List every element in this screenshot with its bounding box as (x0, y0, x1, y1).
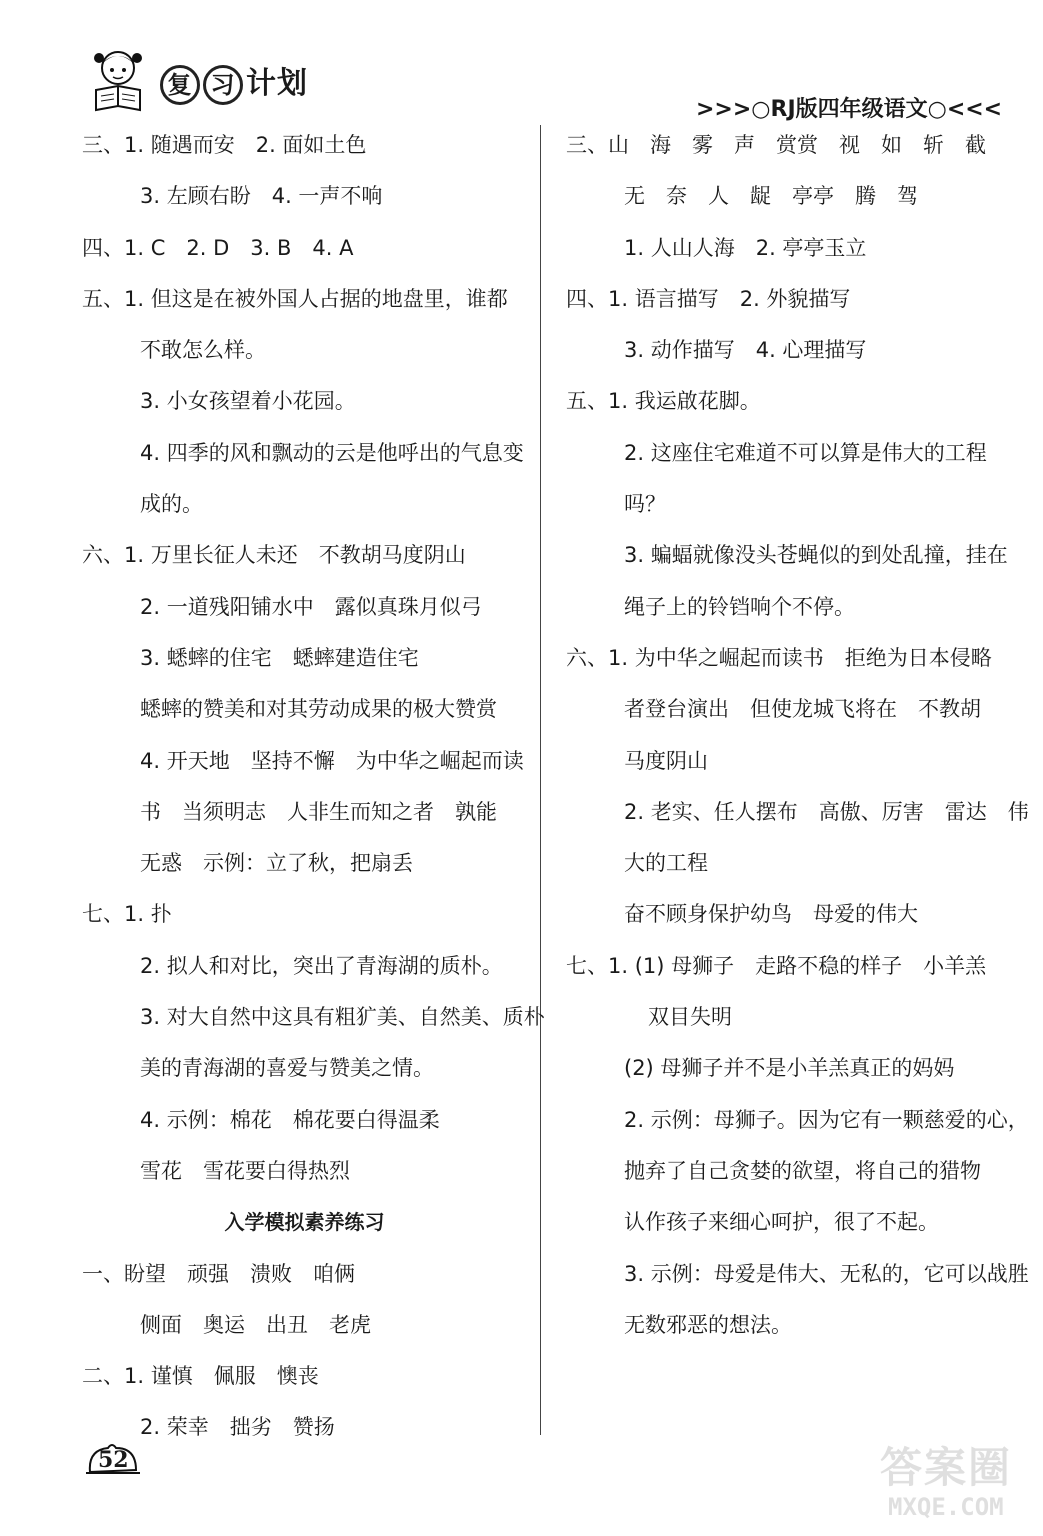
answer-line: 4. 四季的风和飘动的云是他呼出的气息变 (140, 440, 524, 465)
page-header (0, 0, 1043, 120)
answer-line: 六、1. 为中华之崛起而读书 拒绝为日本侵略 (566, 645, 992, 670)
watermark-url: MXQE.COM (888, 1493, 1004, 1521)
title-char-1: 复 (160, 65, 200, 105)
answer-line: 2. 拟人和对比，突出了青海湖的质朴。 (140, 953, 503, 978)
answer-line: 无惑 示例：立了秋，把扇丢 (140, 851, 413, 876)
answer-line: 2. 示例：母狮子。因为它有一颗慈爱的心， (624, 1107, 1029, 1132)
page-number-badge (86, 1440, 140, 1478)
answer-line: 马度阴山 (624, 748, 708, 773)
answer-line: 四、1. 语言描写 2. 外貌描写 (566, 286, 851, 311)
answer-line: 3. 蝙蝠就像没头苍蝇似的到处乱撞，挂在 (624, 543, 1008, 568)
answer-line: 吗？ (624, 492, 666, 517)
answer-line: 2. 荣幸 拙劣 赞扬 (140, 1415, 335, 1440)
answer-line: 3. 蟋蟀的住宅 蟋蟀建造住宅 (140, 645, 419, 670)
answer-line: 不敢怎么样。 (140, 338, 266, 363)
answer-line: 美的青海湖的喜爱与赞美之情。 (140, 1056, 434, 1081)
answer-line: 3. 对大自然中这具有粗犷美、自然美、质朴 (140, 1005, 545, 1030)
answer-line: (2) 母狮子并不是小羊羔真正的妈妈 (624, 1056, 955, 1081)
answer-line: 奋不顾身保护幼鸟 母爱的伟大 (624, 902, 918, 927)
answer-line: 2. 老实、任人摆布 高傲、厉害 雷达 伟 (624, 799, 1029, 824)
page-number: 52 (98, 1447, 129, 1473)
answer-line: 入学模拟素养练习 (224, 1210, 385, 1235)
answer-line: 3. 左顾右盼 4. 一声不响 (140, 184, 383, 209)
title-char-2: 习 (203, 65, 243, 105)
reading-kid-icon (88, 46, 148, 112)
answer-line: 一、盼望 顽强 溃败 咱俩 (82, 1261, 355, 1286)
answer-line: 1. 人山人海 2. 亭亭玉立 (624, 235, 867, 260)
answer-line: 绳子上的铃铛响个不停。 (624, 594, 855, 619)
title-rest: 计划 (246, 66, 308, 101)
answer-line: 2. 一道残阳铺水中 露似真珠月似弓 (140, 594, 482, 619)
book-series-title (160, 58, 308, 105)
right-answer-column (566, 120, 1029, 1351)
column-divider (540, 125, 541, 1435)
answer-line: 蟋蟀的赞美和对其劳动成果的极大赞赏 (140, 697, 497, 722)
answer-line: 2. 这座住宅难道不可以算是伟大的工程 (624, 440, 987, 465)
answer-line: 认作孩子来细心呵护，很了不起。 (624, 1210, 939, 1235)
answer-line: 3. 动作描写 4. 心理描写 (624, 338, 867, 363)
answer-line: 四、1. C 2. D 3. B 4. A (82, 235, 354, 260)
answer-line: 三、山 海 雾 声 赏赏 视 如 斩 截 (566, 133, 986, 157)
subject-label: >>>○RJ版四年级语文○<<< (696, 97, 1003, 122)
answer-line: 侧面 奥运 出丑 老虎 (140, 1312, 371, 1337)
answer-line: 六、1. 万里长征人未还 不教胡马度阴山 (82, 543, 466, 568)
answer-line: 3. 小女孩望着小花园。 (140, 389, 356, 414)
left-answer-column (82, 120, 545, 1454)
answer-line: 雪花 雪花要白得热烈 (140, 1158, 350, 1183)
answer-line: 抛弃了自己贪婪的欲望，将自己的猎物 (624, 1158, 981, 1183)
answer-line: 七、1. (1) 母狮子 走路不稳的样子 小羊羔 (566, 953, 987, 978)
answer-line: 成的。 (140, 492, 203, 517)
answer-line: 4. 开天地 坚持不懈 为中华之崛起而读 (140, 748, 524, 773)
answer-line: 无 奈 人 龊 亭亭 腾 驾 (624, 184, 918, 209)
watermark-text: 答案圈 (880, 1443, 1013, 1492)
answer-line: 五、1. 但这是在被外国人占据的地盘里，谁都 (82, 286, 508, 311)
answer-line: 五、1. 我运啟花脚。 (566, 389, 761, 414)
answer-line: 无数邪恶的想法。 (624, 1312, 792, 1337)
answer-line: 4. 示例：棉花 棉花要白得温柔 (140, 1107, 440, 1132)
answer-line: 者登台演出 但使龙城飞将在 不教胡 (624, 697, 981, 722)
answer-line: 双目失明 (648, 1005, 732, 1030)
answer-line: 七、1. 扑 (82, 902, 172, 927)
answer-line: 书 当须明志 人非生而知之者 孰能 (140, 799, 497, 824)
site-watermark (880, 1435, 1030, 1530)
answer-line: 大的工程 (624, 851, 708, 876)
answer-line: 3. 示例：母爱是伟大、无私的，它可以战胜 (624, 1261, 1029, 1286)
answer-line: 二、1. 谨慎 佩服 懊丧 (82, 1364, 319, 1389)
answer-line: 三、1. 随遇而安 2. 面如土色 (82, 133, 367, 157)
